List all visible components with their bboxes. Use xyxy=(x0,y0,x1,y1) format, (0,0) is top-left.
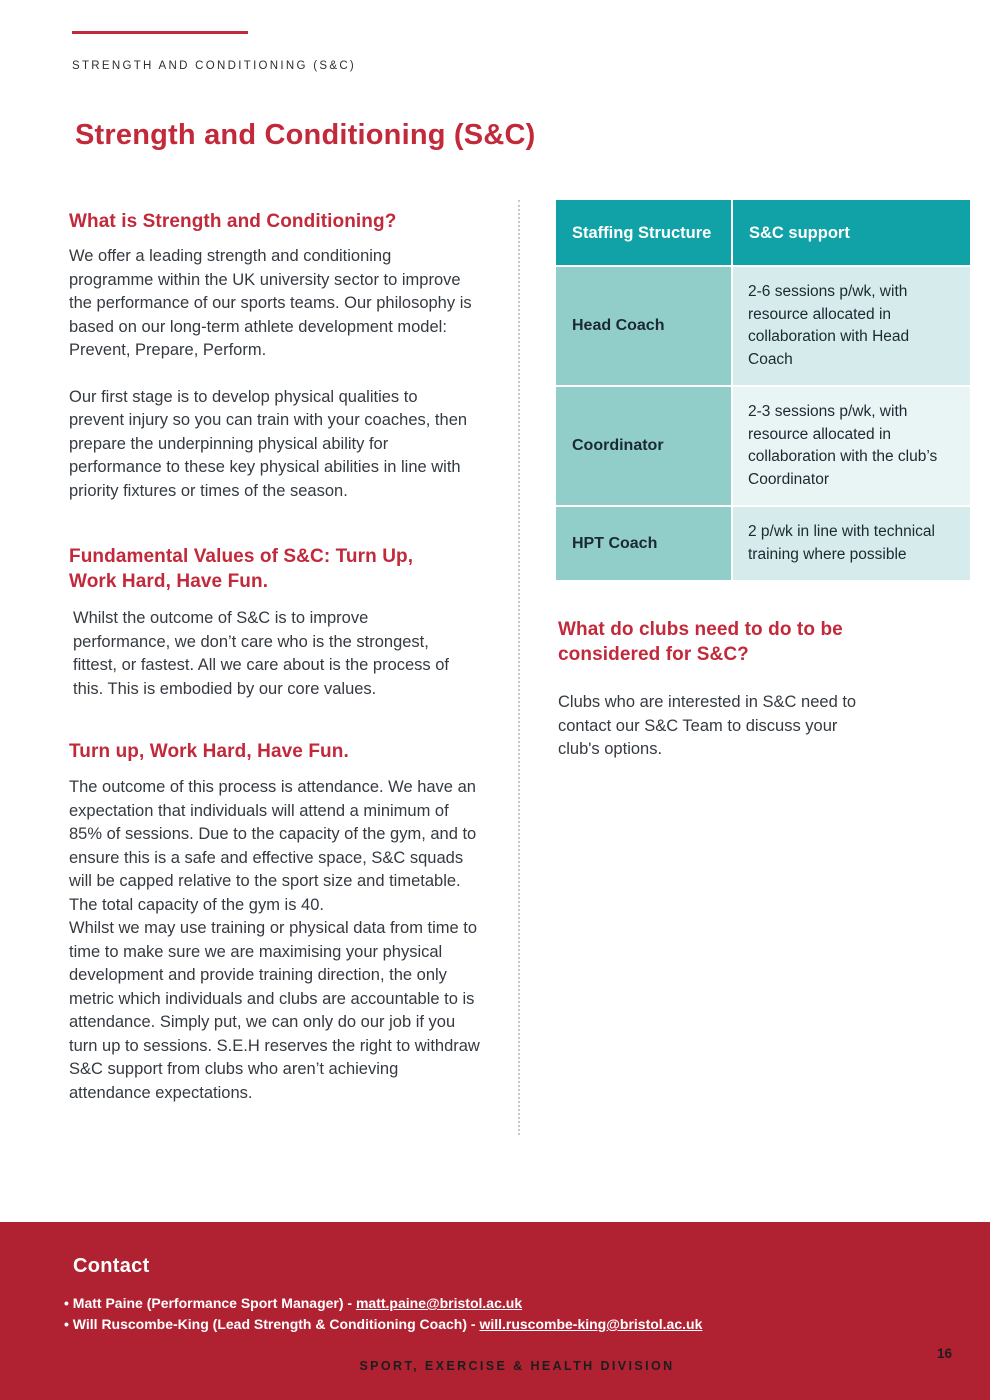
what-is-paragraph-2: Our first stage is to develop physical qualities to prevent injury so you can train with your coaches, then prepare the underpinning physical ability for performance to these key physical abilities in line with priority fixtures or times of the season. xyxy=(69,387,468,500)
column-divider xyxy=(518,200,520,1135)
turn-up-paragraph-1: The outcome of this process is attendance. We have an expectation that individuals will attend a minimum of 85% of sessions. Due to the capacity of the gym, and to ensure this is a safe and effective space, S&C squads will be capped relative to the sport size and timetable. The total capacity of the gym is 40. xyxy=(69,778,477,914)
left-column xyxy=(69,200,485,1105)
eyebrow-label: STRENGTH AND CONDITIONING (S&C) xyxy=(72,60,357,72)
turn-up-paragraph-2: Whilst we may use training or physical data from time to time to make sure we are maximising your physical development and provide training direction, the only metric which individuals and clubs are accountable to is attendance. Simply put, we can only do our job if you turn up to sessions. S.E.H reserves the right to withdraw S&C support from clubs who aren’t achieving attendance expectations. xyxy=(69,919,480,1102)
what-is-paragraph-1: We offer a leading strength and conditioning programme within the UK university sector to improve the performance of our sports teams. Our philosophy is based on our long-term athlete development model: Prevent, Prepare, Perform. xyxy=(69,247,472,359)
page-title: Strength and Conditioning (S&C) xyxy=(75,119,536,151)
heading-fundamental-values: Fundamental Values of S&C: Turn Up, Work Hard, Have Fun. xyxy=(69,546,414,592)
email-link-will-ruscombe-king[interactable]: will.ruscombe-king@bristol.ac.uk xyxy=(479,1316,703,1332)
support-text: 2-3 sessions p/wk, with resource allocated in collaboration with the club’s Coordinator xyxy=(748,403,938,488)
table-row-head-coach-support xyxy=(733,267,970,385)
staffing-table xyxy=(556,200,970,580)
clubs-paragraph: Clubs who are interested in S&C need to contact our S&C Team to discuss your club's options. xyxy=(558,693,857,758)
contact-list xyxy=(64,1293,702,1335)
table-header-staffing-structure xyxy=(556,200,731,265)
heading-clubs-considered: What do clubs need to do to be considered for S&C? xyxy=(558,619,843,665)
page-number: 16 xyxy=(936,1346,952,1361)
accent-rule xyxy=(72,31,248,34)
role-label: HPT Coach xyxy=(572,534,658,552)
role-label: Head Coach xyxy=(572,317,665,334)
support-text: 2-6 sessions p/wk, with resource allocated in collaboration with Head Coach xyxy=(748,283,910,368)
table-header-label: S&C support xyxy=(749,223,850,242)
contact-heading: Contact xyxy=(73,1255,150,1277)
table-row-coordinator-role xyxy=(556,387,731,505)
contact-name-role: Will Ruscombe-King (Lead Strength & Conditioning Coach) - xyxy=(72,1316,476,1332)
table-header-label: Staffing Structure xyxy=(572,223,712,242)
values-paragraph: Whilst the outcome of S&C is to improve performance, we don’t care who is the strongest, fittest, or fastest. All we care about is the process of this. This is embodied by our core values. xyxy=(73,609,450,698)
contact-item-matt-paine xyxy=(64,1293,702,1314)
table-header-sc-support xyxy=(733,200,970,265)
right-column xyxy=(556,200,970,762)
table-row-head-coach-role xyxy=(556,267,731,385)
heading-what-is-sc: What is Strength and Conditioning? xyxy=(69,211,397,232)
table-row-coordinator-support xyxy=(733,387,970,505)
contact-item-will-ruscombe-king xyxy=(64,1314,702,1335)
footer xyxy=(0,1222,990,1400)
table-row-hpt-coach-role xyxy=(556,507,731,580)
division-label: SPORT, EXERCISE & HEALTH DIVISION xyxy=(359,1359,675,1373)
role-label: Coordinator xyxy=(572,437,664,454)
contact-name-role: Matt Paine (Performance Sport Manager) - xyxy=(72,1295,353,1311)
table-row-hpt-coach-support xyxy=(733,507,970,580)
email-link-matt-paine[interactable]: matt.paine@bristol.ac.uk xyxy=(355,1295,523,1311)
support-text: 2 p/wk in line with technical training where possible xyxy=(748,523,935,563)
heading-turn-up: Turn up, Work Hard, Have Fun. xyxy=(69,741,349,762)
